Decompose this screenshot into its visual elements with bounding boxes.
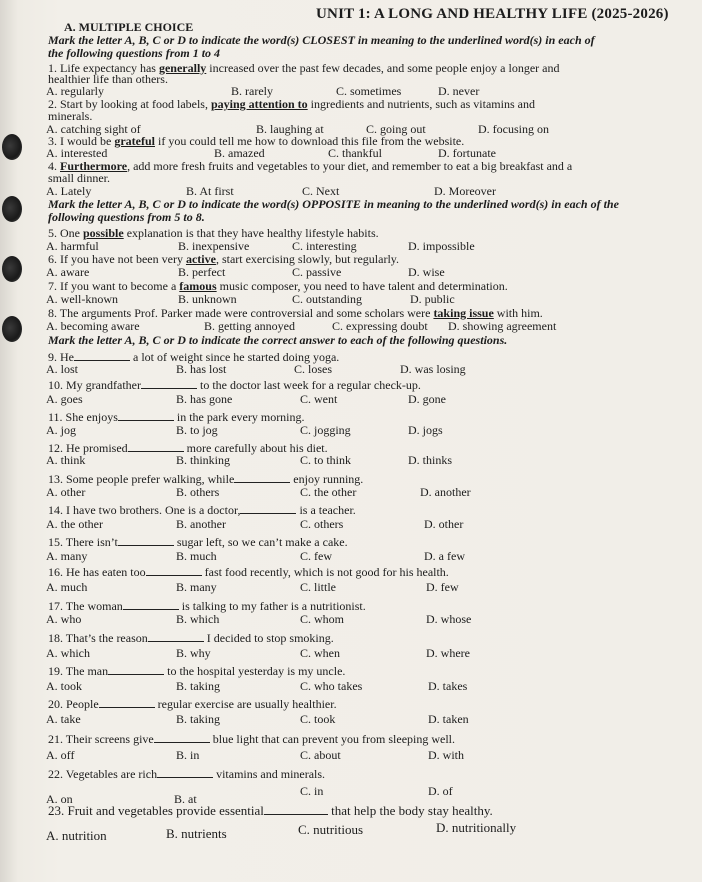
option-d[interactable]: D. takes bbox=[428, 679, 468, 693]
question-19-options bbox=[46, 680, 666, 693]
page-title: UNIT 1: A LONG AND HEALTHY LIFE (2025-2026) bbox=[316, 6, 669, 22]
option-c[interactable]: C. about bbox=[300, 748, 341, 762]
option-a[interactable]: A. who bbox=[46, 612, 82, 626]
option-c[interactable]: C. loses bbox=[294, 362, 333, 376]
question-3: 3. I would be grateful if you could tell me how to download this file from the website. bbox=[48, 134, 465, 148]
option-d[interactable]: D. taken bbox=[428, 712, 469, 726]
option-b[interactable]: B. much bbox=[176, 549, 217, 563]
answer-blank[interactable] bbox=[264, 804, 328, 815]
question-16: 16. He has eaten too fast food recently, which is not good for his health. bbox=[48, 565, 449, 579]
option-c[interactable]: C. whom bbox=[300, 612, 345, 626]
question-5: 5. One possible explanation is that they have healthy lifestyle habits. bbox=[48, 226, 379, 240]
option-a[interactable]: A. harmful bbox=[46, 239, 99, 253]
instruction-closest: Mark the letter A, B, C or D to indicate the word(s) CLOSEST in meaning to the underlined word(s) in each of the following questions from 1 to 4 bbox=[48, 33, 595, 60]
question-6: 6. If you have not been very active, start exercising slowly, but regularly. bbox=[48, 252, 400, 266]
option-a[interactable]: A. off bbox=[46, 748, 75, 762]
section-heading: A. MULTIPLE CHOICE bbox=[64, 20, 194, 34]
option-a[interactable]: A. took bbox=[46, 679, 82, 693]
option-c[interactable]: C. little bbox=[300, 580, 336, 594]
option-c[interactable]: C. few bbox=[300, 549, 332, 563]
option-c[interactable]: C. interesting bbox=[292, 239, 357, 253]
question-21-options bbox=[46, 749, 666, 762]
option-a[interactable]: A. regularly bbox=[46, 84, 104, 98]
question-14: 14. I have two brothers. One is a doctor, is a teacher. bbox=[48, 503, 356, 517]
option-d[interactable]: D. other bbox=[424, 517, 464, 531]
option-b[interactable]: B. unknown bbox=[178, 292, 237, 306]
question-23: 23. Fruit and vegetables provide essential that help the body stay healthy. bbox=[48, 803, 493, 818]
question-2: 2. Start by looking at food labels, paying attention to ingredients and nutrients, such as vitamins and bbox=[48, 97, 535, 111]
question-8: 8. The arguments Prof. Parker made were controversial and some scholars were taking issue with him. bbox=[48, 306, 543, 320]
option-d[interactable]: D. jogs bbox=[408, 423, 443, 437]
answer-blank[interactable] bbox=[148, 631, 204, 642]
question-20: 20. People regular exercise are usually healthier. bbox=[48, 697, 337, 711]
instruction-correct-answer: Mark the letter A, B, C or D to indicate the correct answer to each of the following questions. bbox=[48, 333, 508, 347]
option-b[interactable]: B. At first bbox=[186, 184, 234, 198]
option-c[interactable]: C. Next bbox=[302, 184, 340, 198]
option-a[interactable]: A. catching sight of bbox=[46, 122, 141, 136]
question-17: 17. The woman is talking to my father is a nutritionist. bbox=[48, 599, 366, 613]
option-d[interactable]: D. wise bbox=[408, 265, 445, 279]
option-b[interactable]: B. many bbox=[176, 580, 217, 594]
option-c[interactable]: C. the other bbox=[300, 485, 357, 499]
question-12: 12. He promised more carefully about his diet. bbox=[48, 441, 328, 455]
question-18-options bbox=[46, 647, 666, 660]
option-b[interactable]: B. taking bbox=[176, 712, 220, 726]
option-a[interactable]: A. on bbox=[46, 792, 73, 806]
option-b[interactable]: B. why bbox=[176, 646, 211, 660]
question-16-options bbox=[46, 581, 666, 594]
option-d[interactable]: D. impossible bbox=[408, 239, 475, 253]
question-13: 13. Some people prefer walking, while enjoy running. bbox=[48, 472, 364, 486]
question-14-options bbox=[46, 518, 666, 531]
answer-blank[interactable] bbox=[99, 697, 155, 708]
question-18: 18. That’s the reason I decided to stop smoking. bbox=[48, 631, 334, 645]
option-d[interactable]: D. few bbox=[426, 580, 459, 594]
option-a[interactable]: A. Lately bbox=[46, 184, 92, 198]
answer-blank[interactable] bbox=[141, 378, 197, 389]
option-b[interactable]: B. getting annoyed bbox=[204, 319, 295, 333]
option-d[interactable]: D. where bbox=[426, 646, 470, 660]
option-d[interactable]: D. gone bbox=[408, 392, 446, 406]
option-c[interactable]: C. nutritious bbox=[298, 822, 364, 837]
question-20-options bbox=[46, 713, 666, 726]
option-a[interactable]: A. interested bbox=[46, 146, 108, 160]
option-b[interactable]: B. which bbox=[176, 612, 220, 626]
question-11-options bbox=[46, 424, 666, 437]
question-22: 22. Vegetables are rich vitamins and minerals. bbox=[48, 767, 326, 781]
option-d[interactable]: D. nutritionally bbox=[436, 820, 517, 835]
question-9: 9. He a lot of weight since he started doing yoga. bbox=[48, 350, 340, 364]
option-b[interactable]: B. inexpensive bbox=[178, 239, 250, 253]
option-b[interactable]: B. amazed bbox=[214, 146, 265, 160]
option-a[interactable]: A. many bbox=[46, 549, 88, 563]
answer-blank[interactable] bbox=[123, 599, 179, 610]
question-1: 1. Life expectancy has generally increased over the past few decades, and some people enjoy a longer and bbox=[48, 61, 560, 75]
option-a[interactable]: A. aware bbox=[46, 265, 90, 279]
question-6-options bbox=[46, 266, 666, 279]
question-4: 4. Furthermore, add more fresh fruits and vegetables to your diet, and remember to eat a big breakfast and a bbox=[48, 159, 573, 173]
question-19: 19. The man to the hospital yesterday is my uncle. bbox=[48, 664, 346, 678]
answer-blank[interactable] bbox=[146, 565, 202, 576]
option-b[interactable]: B. another bbox=[176, 517, 226, 531]
option-c[interactable]: C. going out bbox=[366, 122, 426, 136]
answer-blank[interactable] bbox=[118, 410, 174, 421]
binder-hole bbox=[2, 196, 22, 222]
binder-hole bbox=[2, 134, 22, 160]
question-10: 10. My grandfather to the doctor last week for a regular check-up. bbox=[48, 378, 421, 392]
answer-blank[interactable] bbox=[154, 732, 210, 743]
option-a[interactable]: A. lost bbox=[46, 362, 79, 376]
question-21: 21. Their screens give blue light that can prevent you from sleeping well. bbox=[48, 732, 456, 746]
option-b[interactable]: B. at bbox=[174, 792, 197, 806]
option-c[interactable]: C. took bbox=[300, 712, 336, 726]
question-8-options bbox=[46, 320, 666, 333]
answer-blank[interactable] bbox=[128, 441, 184, 452]
option-c[interactable]: C. expressing doubt bbox=[332, 319, 428, 333]
option-d[interactable]: D. fortunate bbox=[438, 146, 496, 160]
question-7: 7. If you want to become a famous music composer, you need to have talent and determination. bbox=[48, 279, 508, 293]
option-c[interactable]: C. passive bbox=[292, 265, 342, 279]
option-d[interactable]: D. never bbox=[438, 84, 480, 98]
option-c[interactable]: C. who takes bbox=[300, 679, 363, 693]
option-a[interactable]: A. take bbox=[46, 712, 81, 726]
option-a[interactable]: A. much bbox=[46, 580, 88, 594]
answer-blank[interactable] bbox=[234, 472, 290, 483]
option-a[interactable]: A. think bbox=[46, 453, 86, 467]
option-a[interactable]: A. becoming aware bbox=[46, 319, 140, 333]
option-d[interactable]: D. showing agreement bbox=[448, 319, 557, 333]
question-22-options bbox=[46, 784, 666, 806]
option-c[interactable]: C. in bbox=[300, 784, 324, 798]
option-b[interactable]: B. perfect bbox=[178, 265, 226, 279]
option-b[interactable]: B. laughing at bbox=[256, 122, 324, 136]
question-13-options bbox=[46, 486, 666, 499]
option-d[interactable]: D. thinks bbox=[408, 453, 453, 467]
option-d[interactable]: D. another bbox=[420, 485, 471, 499]
option-a[interactable]: A. the other bbox=[46, 517, 103, 531]
option-b[interactable]: B. to jog bbox=[176, 423, 218, 437]
option-d[interactable]: D. was losing bbox=[400, 362, 466, 376]
option-c[interactable]: C. thankful bbox=[328, 146, 382, 160]
question-4-line2: small dinner. bbox=[48, 171, 110, 185]
binder-hole bbox=[2, 316, 22, 342]
option-a[interactable]: A. jog bbox=[46, 423, 76, 437]
option-d[interactable]: D. Moreover bbox=[434, 184, 496, 198]
question-2-line2: minerals. bbox=[48, 109, 93, 123]
option-d[interactable]: D. public bbox=[410, 292, 455, 306]
question-17-options bbox=[46, 613, 666, 626]
option-c[interactable]: C. sometimes bbox=[336, 84, 402, 98]
option-d[interactable]: D. whose bbox=[426, 612, 472, 626]
option-b[interactable]: B. has gone bbox=[176, 392, 233, 406]
question-11: 11. She enjoys in the park every morning. bbox=[48, 410, 305, 424]
option-d[interactable]: D. with bbox=[428, 748, 464, 762]
option-a[interactable]: A. other bbox=[46, 485, 86, 499]
option-c[interactable]: C. when bbox=[300, 646, 340, 660]
option-c[interactable]: C. others bbox=[300, 517, 344, 531]
option-d[interactable]: D. of bbox=[428, 784, 453, 798]
option-c[interactable]: C. to think bbox=[300, 453, 352, 467]
instruction-opposite: Mark the letter A, B, C or D to indicate the word(s) OPPOSITE in meaning to the underlined word(s) in each of the following questions from 5 to 8. bbox=[48, 197, 619, 224]
answer-blank[interactable] bbox=[240, 503, 296, 514]
question-1-line2: healthier life than others. bbox=[48, 72, 168, 86]
option-b[interactable]: B. rarely bbox=[231, 84, 273, 98]
option-c[interactable]: C. jogging bbox=[300, 423, 351, 437]
answer-blank[interactable] bbox=[74, 350, 130, 361]
question-10-options bbox=[46, 393, 666, 406]
option-d[interactable]: D. a few bbox=[424, 549, 465, 563]
question-23-options bbox=[46, 820, 666, 843]
option-a[interactable]: A. well-known bbox=[46, 292, 118, 306]
option-c[interactable]: C. went bbox=[300, 392, 338, 406]
option-b[interactable]: B. others bbox=[176, 485, 220, 499]
option-b[interactable]: B. taking bbox=[176, 679, 220, 693]
option-b[interactable]: B. has lost bbox=[176, 362, 227, 376]
option-a[interactable]: A. which bbox=[46, 646, 90, 660]
question-15-options bbox=[46, 550, 666, 563]
option-b[interactable]: B. thinking bbox=[176, 453, 231, 467]
binder-hole bbox=[2, 256, 22, 282]
option-a[interactable]: A. goes bbox=[46, 392, 83, 406]
question-12-options bbox=[46, 454, 666, 467]
question-15: 15. There isn’t sugar left, so we can’t make a cake. bbox=[48, 535, 348, 549]
answer-blank[interactable] bbox=[108, 664, 164, 675]
option-b[interactable]: B. in bbox=[176, 748, 200, 762]
option-c[interactable]: C. outstanding bbox=[292, 292, 363, 306]
option-b[interactable]: B. nutrients bbox=[166, 826, 227, 841]
answer-blank[interactable] bbox=[118, 535, 174, 546]
question-7-options bbox=[46, 293, 666, 306]
option-a[interactable]: A. nutrition bbox=[46, 828, 107, 843]
question-9-options bbox=[46, 363, 666, 376]
answer-blank[interactable] bbox=[157, 767, 213, 778]
option-d[interactable]: D. focusing on bbox=[478, 122, 549, 136]
